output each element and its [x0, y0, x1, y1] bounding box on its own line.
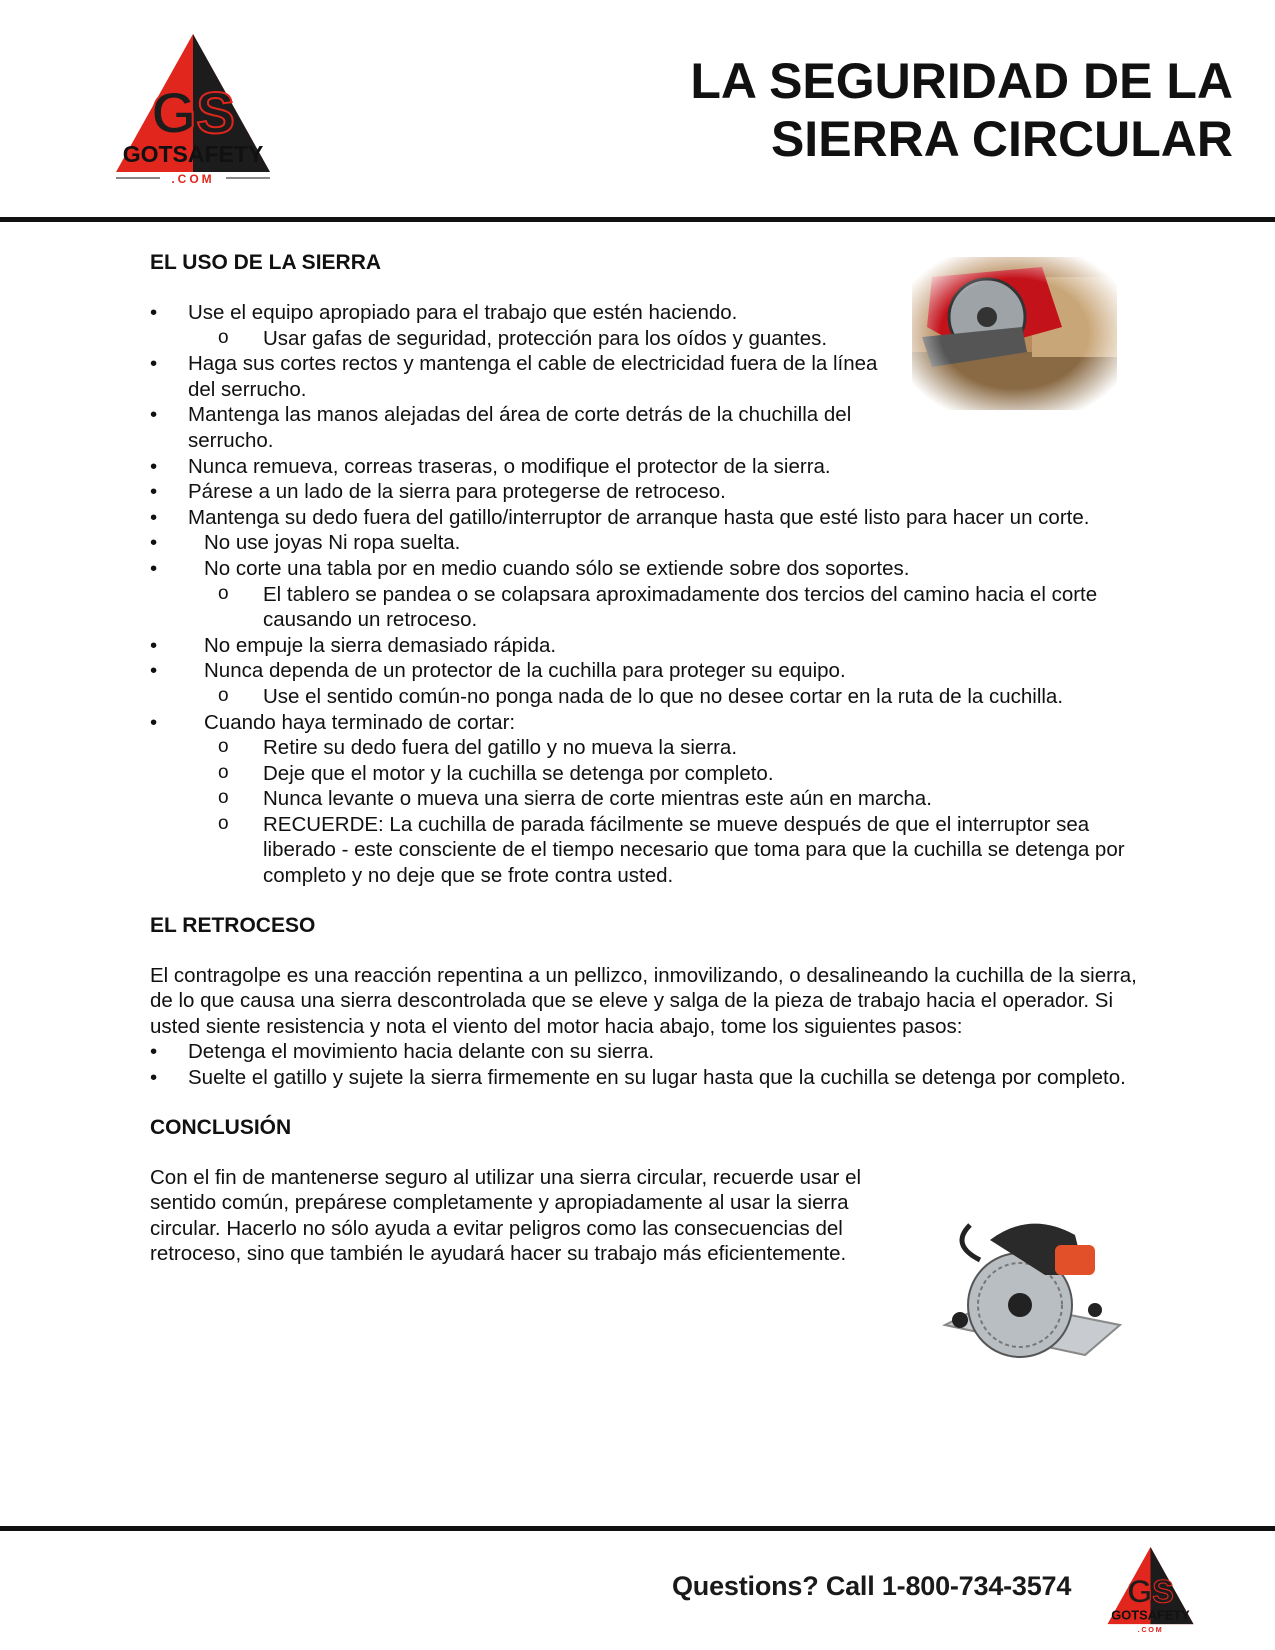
logo-suffix: .COM [1137, 1624, 1164, 1634]
list-item: • Suelte el gatillo y sujete la sierra firmemente en su lugar hasta que la cuchilla se detenga por completo. [150, 1065, 1150, 1091]
header-divider [0, 217, 1275, 222]
sub-list-item: o El tablero se pandea o se colapsara aproximadamente dos tercios del camino hacia el corte causando un retroceso. [150, 582, 1150, 633]
list-item: • Mantenga las manos alejadas del área de corte detrás de la chuchilla del serrucho. [150, 402, 898, 453]
section-heading-retroceso: EL RETROCESO [150, 913, 316, 937]
section-heading-uso: EL USO DE LA SIERRA [150, 251, 382, 274]
sub-list-item: o Use el sentido común-no ponga nada de lo que no desee cortar en la ruta de la cuchilla. [150, 684, 1150, 710]
document-body [150, 250, 1150, 1267]
retroceso-paragraph: El contragolpe es una reacción repentina a un pellizco, inmovilizando, o desalineando la cuchilla de la sierra, de lo que causa una sierra descontrolada que se eleve y salga de la pieza de trabajo hacia el operador. Si usted siente resistencia y nota el viento del motor hacia abajo, tome los siguientes pasos: [150, 963, 1137, 1038]
list-item: • No empuje la sierra demasiado rápida. [150, 633, 1150, 659]
logo-name: GOTSAFETY [122, 141, 264, 167]
list-item: • Use el equipo apropiado para el trabajo que estén haciendo. [150, 300, 1150, 326]
retroceso-list [150, 1039, 1150, 1090]
document-title [593, 52, 1233, 168]
logo-letters: GS [1127, 1573, 1174, 1610]
list-item: • Mantenga su dedo fuera del gatillo/interruptor de arranque hasta que esté listo para hacer un corte. [150, 505, 1150, 531]
footer-call-to-action: Questions? Call 1-800-734-3574 [672, 1571, 1072, 1601]
list-item: • No corte una tabla por en medio cuando sólo se extiende sobre dos soportes. [150, 556, 1150, 582]
conclusion-paragraph: Con el fin de mantenerse seguro al utilizar una sierra circular, recuerde usar el sentido común, prepárese completamente y apropiadamente al usar la sierra circular. Hacerlo no sólo ayuda a evitar peligros como las consecuencias del retroceso, sino que también le ayudará hacer su trabajo más eficientemente. [150, 1165, 862, 1266]
gotsafety-logo [108, 30, 278, 190]
list-item: • Nunca remueva, correas traseras, o modifique el protector de la sierra. [150, 454, 1150, 480]
logo-letters: GS [151, 81, 235, 146]
logo-suffix: .COM [171, 172, 215, 186]
logo-name: GOTSAFETY [1111, 1607, 1190, 1623]
sub-list-item: o Retire su dedo fuera del gatillo y no mueva la sierra. [150, 735, 1150, 761]
circular-saw-product-photo [935, 1205, 1125, 1375]
list-item: • Cuando haya terminado de cortar: [150, 710, 1150, 736]
sub-list-item: o Deje que el motor y la cuchilla se detenga por completo. [150, 761, 1150, 787]
saw-use-list [150, 300, 1150, 889]
list-item: • Nunca dependa de un protector de la cuchilla para proteger su equipo. [150, 658, 1150, 684]
list-item: • No use joyas Ni ropa suelta. [150, 530, 1150, 556]
section-heading-conclusion: CONCLUSIÓN [150, 1115, 292, 1139]
gotsafety-logo-footer [1103, 1542, 1198, 1637]
list-item: • Haga sus cortes rectos y mantenga el cable de electricidad fuera de la línea del serrucho. [150, 351, 898, 402]
list-item: • Párese a un lado de la sierra para protegerse de retroceso. [150, 479, 1150, 505]
title-line-1: LA SEGURIDAD DE LA [690, 53, 1233, 109]
title-line-2: SIERRA CIRCULAR [770, 111, 1233, 167]
sub-list-item: o RECUERDE: La cuchilla de parada fácilmente se mueve después de que el interruptor sea liberado - este consciente de el tiempo necesario que toma para que la cuchilla se detenga por completo y no deje que se frote contra usted. [150, 812, 1150, 889]
list-item: • Detenga el movimiento hacia delante con su sierra. [150, 1039, 1150, 1065]
sub-list-item: o Nunca levante o mueva una sierra de corte mientras este aún en marcha. [150, 786, 1150, 812]
sub-list-item: o Usar gafas de seguridad, protección para los oídos y guantes. [150, 326, 1150, 352]
footer-divider [0, 1526, 1275, 1531]
